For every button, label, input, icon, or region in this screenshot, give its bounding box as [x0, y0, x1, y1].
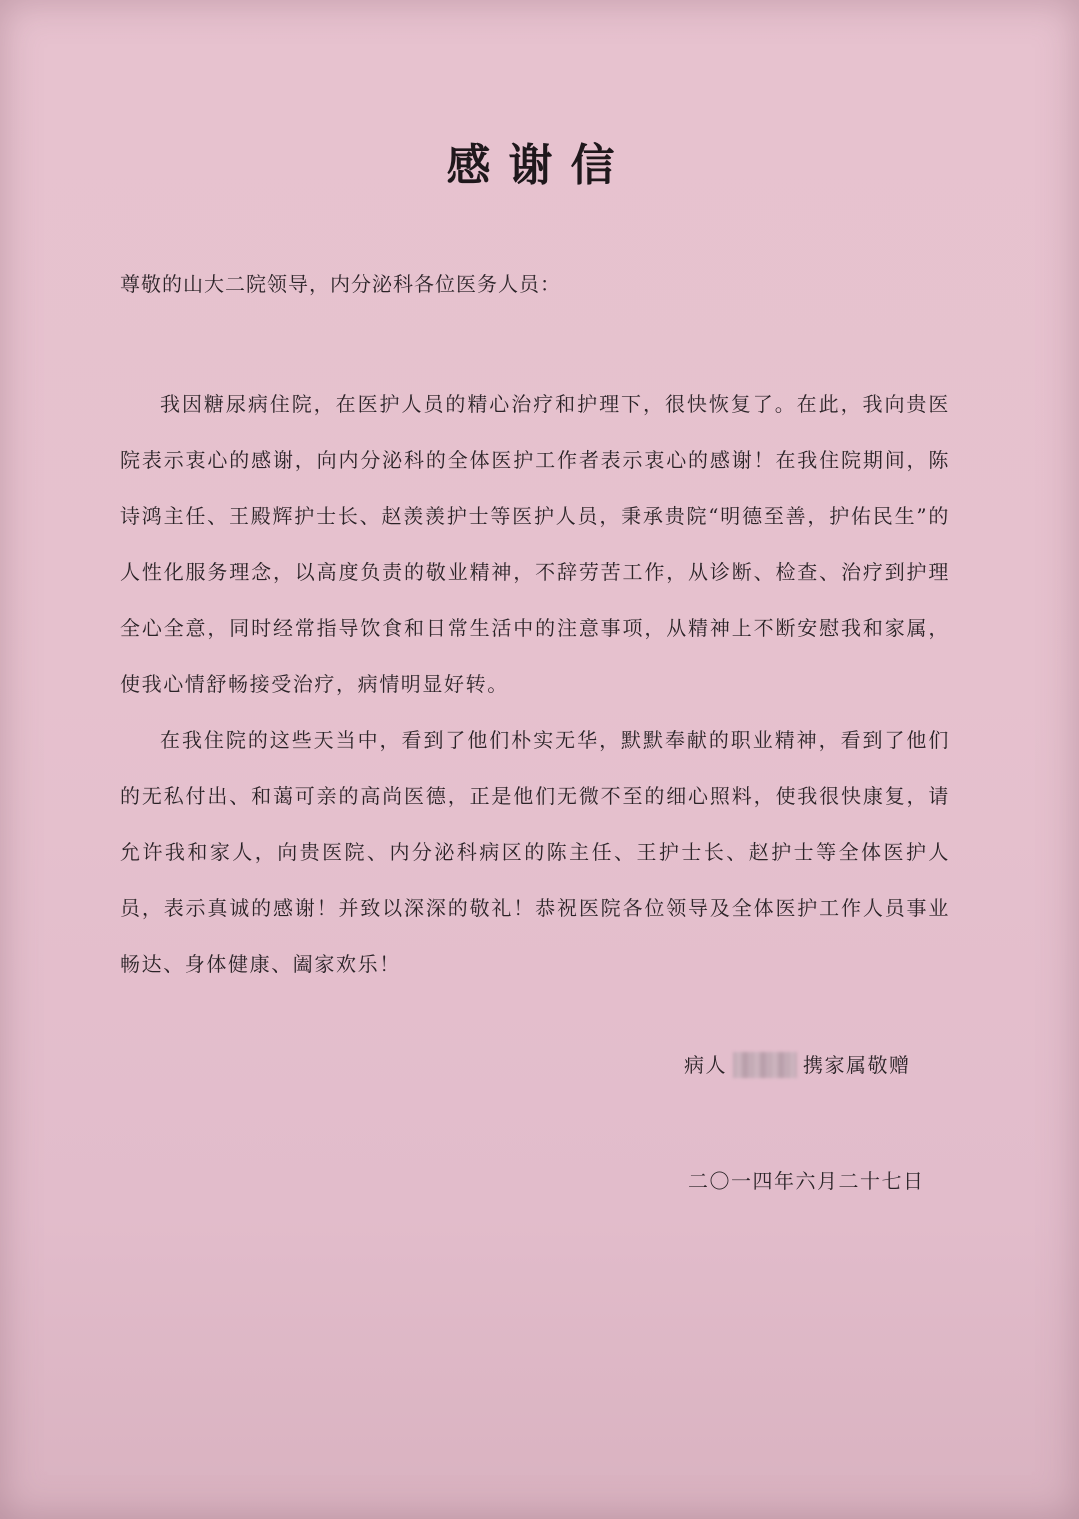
letter-title: 感谢信	[446, 140, 633, 191]
signature-prefix: 病人	[684, 1053, 727, 1077]
signature-suffix: 携家属敬赠	[803, 1053, 911, 1077]
body-paragraph-1: 我因糖尿病住院，在医护人员的精心治疗和护理下，很快恢复了。在此，我向贵医院表示衷心的感谢，向内分泌科的全体医护工作者表示衷心的感谢！在我住院期间，陈诗鸿主任、王殿辉护士长、赵羡羡护士等医护人员，秉承贵院“明德至善，护佑民生”的人性化服务理念，以高度负责的敬业精神，不辞劳苦工作，从诊断、检查、治疗到护理全心全意，同时经常指导饮食和日常生活中的注意事项，从精神上不断安慰我和家属，使我心情舒畅接受治疗，病情明显好转。	[120, 392, 950, 696]
redacted-name-block	[733, 1052, 797, 1078]
letter-salutation: 尊敬的山大二院领导，内分泌科各位医务人员：	[120, 272, 561, 296]
body-paragraph-2: 在我住院的这些天当中，看到了他们朴实无华，默默奉献的职业精神，看到了他们的无私付出、和蔼可亲的高尚医德，正是他们无微不至的细心照料，使我很快康复，请允许我和家人，向贵医院、内分泌科病区的陈主任、王护士长、赵护士等全体医护人员，表示真诚的感谢！并致以深深的敬礼！恭祝医院各位领导及全体医护工作人员事业畅达、身体健康、阖家欢乐！	[120, 728, 950, 976]
letter-date: 二〇一四年六月二十七日	[688, 1169, 925, 1193]
letter-body	[120, 376, 950, 992]
letter-signature	[684, 1048, 911, 1082]
